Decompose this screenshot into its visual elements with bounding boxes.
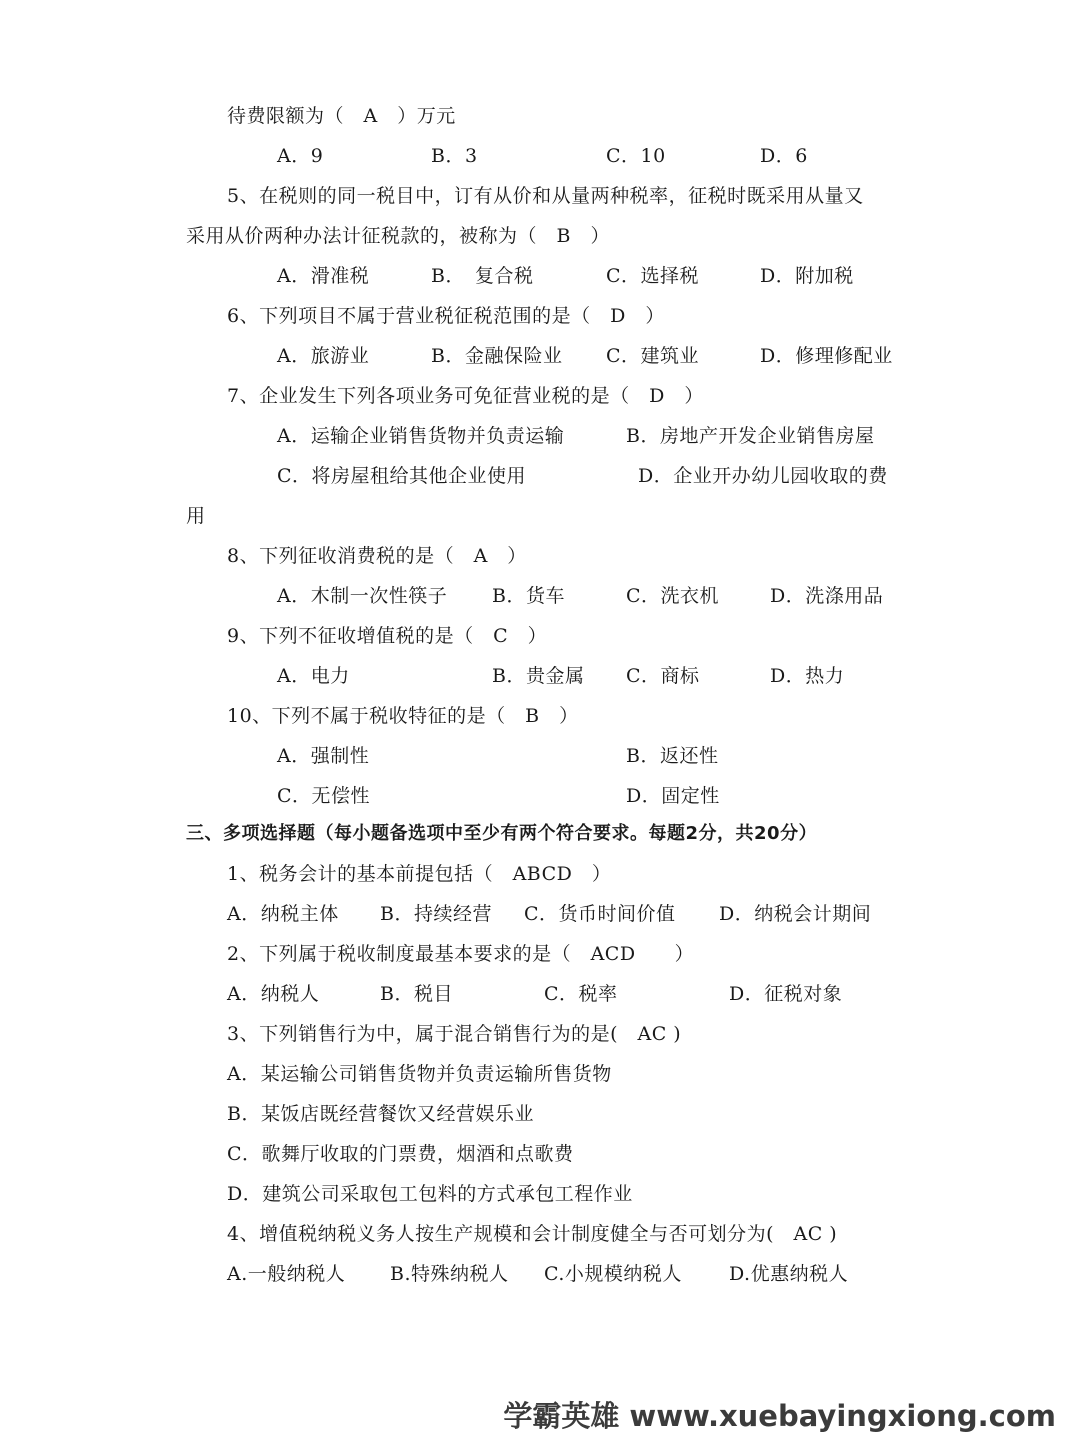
option-d: D．附加税 (760, 265, 854, 287)
option-a: A．木制一次性筷子 (277, 585, 448, 607)
option-b: B．3 (431, 145, 478, 167)
option-d: D．洗涤用品 (770, 585, 884, 607)
option-a: A．纳税主体 (227, 903, 339, 925)
option-d: D.优惠纳税人 (729, 1263, 849, 1285)
option-a: A．运输企业销售货物并负责运输 (277, 425, 565, 447)
option-b: B．某饭店既经营餐饮又经营娱乐业 (227, 1103, 534, 1125)
option-d: D．建筑公司采取包工包料的方式承包工程作业 (227, 1183, 633, 1205)
multi-question-4: 4、增值税纳税义务人按生产规模和会计制度健全与否可划分为( AC ) (227, 1223, 838, 1245)
option-b: B．金融保险业 (431, 345, 563, 367)
option-a: A．某运输公司销售货物并负责运输所售货物 (227, 1063, 612, 1085)
question-9: 9、下列不征收增值税的是（ C ） (227, 625, 548, 647)
section-3-heading: 三、多项选择题（每小题备选项中至少有两个符合要求。每题2分，共20分） (186, 823, 818, 844)
option-b: B． 复合税 (431, 265, 534, 287)
option-c: C．建筑业 (606, 345, 700, 367)
option-b: B．房地产开发企业销售房屋 (626, 425, 875, 447)
option-c: C．歌舞厅收取的门票费，烟酒和点歌费 (227, 1143, 574, 1165)
option-d: D．企业开办幼儿园收取的费 (638, 465, 888, 487)
option-c: C．商标 (626, 665, 700, 687)
option-a: A.一般纳税人 (227, 1263, 346, 1285)
option-c: C．洗衣机 (626, 585, 720, 607)
question-7-wrap: 用 (186, 505, 206, 527)
question-10: 10、下列不属于税收特征的是（ B ） (227, 705, 579, 727)
option-a: A．电力 (277, 665, 350, 687)
question-7: 7、企业发生下列各项业务可免征营业税的是（ D ） (227, 385, 704, 407)
option-b: B．税目 (380, 983, 453, 1005)
option-c: C．将房屋租给其他企业使用 (277, 465, 527, 487)
question-6: 6、下列项目不属于营业税征税范围的是（ D ） (227, 305, 665, 327)
option-d: D．热力 (770, 665, 845, 687)
multi-question-1: 1、税务会计的基本前提包括（ ABCD ） (227, 863, 612, 885)
option-c: C．选择税 (606, 265, 700, 287)
option-c: C．10 (606, 145, 666, 167)
option-c: C．税率 (544, 983, 618, 1005)
option-d: D．修理修配业 (760, 345, 893, 367)
option-d: D．纳税会计期间 (719, 903, 872, 925)
option-d: D．征税对象 (729, 983, 843, 1005)
option-a: A．滑准税 (277, 265, 370, 287)
watermark: 学霸英雄 www.xuebayingxiong.com (503, 1399, 1056, 1433)
option-b: B．返还性 (626, 745, 719, 767)
question-5-line-1: 5、在税则的同一税目中，订有从价和从量两种税率，征税时既采用从量又 (227, 185, 864, 207)
option-b: B．货车 (492, 585, 565, 607)
question-8: 8、下列征收消费税的是（ A ） (227, 545, 527, 567)
option-c: C.小规模纳税人 (544, 1263, 682, 1285)
option-b: B．贵金属 (492, 665, 585, 687)
option-a: A．9 (277, 145, 324, 167)
option-a: A．纳税人 (227, 983, 320, 1005)
question-4-continuation: 待费限额为（ A ）万元 (227, 105, 456, 127)
option-d: D．6 (760, 145, 808, 167)
option-b: B.特殊纳税人 (390, 1263, 509, 1285)
option-a: A．旅游业 (277, 345, 370, 367)
multi-question-3: 3、下列销售行为中，属于混合销售行为的是( AC ) (227, 1023, 682, 1045)
option-a: A．强制性 (277, 745, 370, 767)
question-5-line-2: 采用从价两种办法计征税款的，被称为（ B ） (186, 225, 610, 247)
option-d: D．固定性 (626, 785, 720, 807)
multi-question-2: 2、下列属于税收制度最基本要求的是（ ACD ） (227, 943, 695, 965)
option-c: C．无偿性 (277, 785, 371, 807)
option-c: C．货币时间价值 (524, 903, 676, 925)
option-b: B．持续经营 (380, 903, 492, 925)
